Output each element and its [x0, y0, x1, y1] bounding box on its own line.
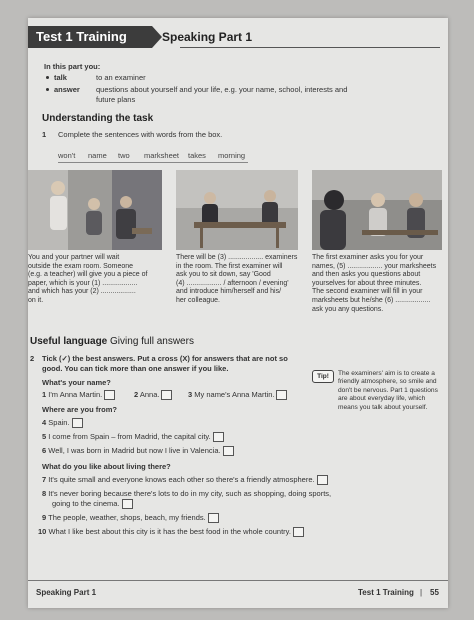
section-title: Speaking Part 1	[162, 30, 253, 44]
caption-line: on it.	[28, 296, 44, 304]
section-tab: Test 1 Training	[28, 26, 152, 48]
answer-number: 7	[42, 475, 47, 484]
useful-language-heading	[30, 336, 194, 347]
tip-line: are about everyday life, which	[338, 395, 426, 403]
footer-separator: |	[420, 588, 423, 597]
tick-box[interactable]	[213, 432, 224, 442]
question-name: What's your name?	[42, 378, 111, 387]
answer-item	[42, 446, 234, 456]
tip-line: The examiners' aim is to create a	[338, 370, 435, 377]
word-box-item: marksheet	[144, 151, 180, 160]
answer-number: 6	[42, 446, 47, 455]
intro-text-answer-2: future plans	[96, 95, 136, 104]
answer-text: Well, I was born in Madrid but now I live in Valencia.	[48, 446, 221, 455]
answer-number: 10	[38, 527, 47, 536]
footer-section: Speaking Part 1	[36, 588, 97, 597]
exercise-number: 2	[30, 354, 35, 363]
useful-subheading-text: Giving full answers	[110, 336, 194, 347]
answer-item	[42, 390, 115, 400]
caption-line: and which has your (2) ..................	[28, 288, 136, 296]
word-box-item: takes	[188, 151, 206, 160]
caption-2	[176, 254, 306, 306]
answer-item-continued	[52, 499, 133, 509]
caption-line: ask you to sit down, say 'Good	[176, 271, 271, 279]
tip-badge: Tip!	[312, 370, 334, 383]
caption-line: There will be (3) .................. examiners	[176, 254, 298, 261]
tick-box[interactable]	[223, 446, 234, 456]
answer-number: 8	[42, 489, 47, 498]
bullet	[46, 88, 49, 91]
bullet	[46, 76, 49, 79]
caption-line: ask you any questions.	[312, 305, 384, 313]
caption-line: (4) .................. / afternoon / evening'	[176, 279, 289, 287]
caption-line: her colleague.	[176, 296, 220, 304]
tick-box[interactable]	[208, 513, 219, 523]
answer-number: 1	[42, 390, 47, 399]
exercise-instruction: Complete the sentences with words from the box.	[58, 130, 223, 139]
photo-waiting-students	[28, 170, 162, 250]
exercise2-instruction-1: Tick (✓) the best answers. Put a cross (X) for answers that are not so	[42, 354, 288, 363]
exercise-number: 1	[42, 130, 47, 139]
caption-line: paper, which is your (1) ..................	[28, 279, 138, 287]
answer-text: I come from Spain – from Madrid, the capital city.	[48, 432, 211, 441]
header-rule	[180, 47, 440, 48]
footer-test: Test 1 Training	[358, 588, 414, 597]
intro-key-answer: answer	[54, 85, 80, 94]
answer-number: 2	[134, 390, 139, 399]
tick-box[interactable]	[276, 390, 287, 400]
answer-number: 4	[42, 418, 47, 427]
tip-line: friendly atmosphere, so smile and	[338, 378, 437, 386]
word-box-item: won't	[58, 151, 76, 160]
answer-item	[188, 390, 287, 400]
question-living: What do you like about living there?	[42, 462, 171, 471]
tick-box[interactable]	[122, 499, 133, 509]
answer-item	[42, 513, 219, 523]
tick-box[interactable]	[293, 527, 304, 537]
tip-text	[338, 370, 448, 412]
tip-line: don't be nervous. Part 1 questions	[338, 386, 438, 394]
footer-rule	[28, 580, 448, 581]
answer-text: Anna.	[139, 390, 160, 399]
tick-box[interactable]	[72, 418, 83, 428]
tick-box[interactable]	[161, 390, 172, 400]
caption-line: The first examiner asks you for your	[312, 254, 424, 261]
answer-number: 5	[42, 432, 47, 441]
caption-line: marksheets but he/she (6) ..................	[312, 296, 431, 304]
caption-line: yourselves for about three minutes.	[312, 279, 422, 287]
answer-text: What I like best about this city is it has the best food in the whole country.	[48, 527, 291, 536]
tip-line: means you talk about yourself.	[338, 403, 428, 411]
caption-line: You and your partner will wait	[28, 254, 120, 261]
tick-box[interactable]	[104, 390, 115, 400]
exercise2-instruction-2: good. You can tick more than one answer if you like.	[42, 364, 229, 373]
intro-key-talk: talk	[54, 73, 67, 82]
page-number: 55	[430, 588, 439, 597]
caption-line: The second examiner will fill in your	[312, 288, 423, 296]
caption-1	[28, 254, 168, 306]
answer-item	[38, 527, 304, 537]
answer-number: 3	[188, 390, 193, 399]
answer-item	[42, 489, 331, 498]
answer-item	[42, 432, 224, 442]
tick-box[interactable]	[317, 475, 328, 485]
page-header	[28, 26, 448, 48]
intro-heading: In this part you:	[44, 62, 101, 71]
answer-text: going to the cinema.	[52, 499, 120, 508]
photo-exam-room	[176, 170, 298, 250]
useful-heading-text: Useful language	[30, 336, 108, 347]
word-box-item: name	[88, 151, 107, 160]
understanding-heading: Understanding the task	[42, 113, 154, 124]
word-box-item: morning	[218, 151, 246, 160]
intro-text-answer: questions about yourself and your life, e.g. your name, school, interests and	[96, 85, 348, 94]
answer-text: The people, weather, shops, beach, my friends.	[48, 513, 206, 522]
caption-3	[312, 254, 446, 314]
answer-text: It's quite small and everyone knows each other so there's a friendly atmosphere.	[48, 475, 315, 484]
answer-number: 9	[42, 513, 47, 522]
caption-line: and then asks you questions about	[312, 271, 421, 279]
caption-line: and introduce him/herself and his/	[176, 288, 282, 296]
caption-line: names, (5) .................. your marksheets	[312, 262, 437, 270]
word-box-item: two	[118, 151, 130, 160]
answer-item	[134, 390, 172, 400]
answer-item	[42, 475, 328, 485]
answer-text: Spain.	[48, 418, 70, 427]
photo-examiners-questions	[312, 170, 442, 250]
word-box-rule	[58, 162, 248, 163]
question-from: Where are you from?	[42, 405, 118, 414]
workbook-page	[28, 18, 448, 608]
answer-text: I'm Anna Martin.	[48, 390, 103, 399]
caption-line: in the room. The first examiner will	[176, 262, 283, 270]
caption-line: (e.g. a teacher) will give you a piece of	[28, 271, 148, 279]
answer-text: My name's Anna Martin.	[194, 390, 275, 399]
answer-text: It's never boring because there's lots to do in my city, such as shopping, doing sports,	[48, 489, 332, 498]
answer-item	[42, 418, 83, 428]
intro-text-talk: to an examiner	[96, 73, 146, 82]
caption-line: outside the exam room. Someone	[28, 262, 134, 270]
